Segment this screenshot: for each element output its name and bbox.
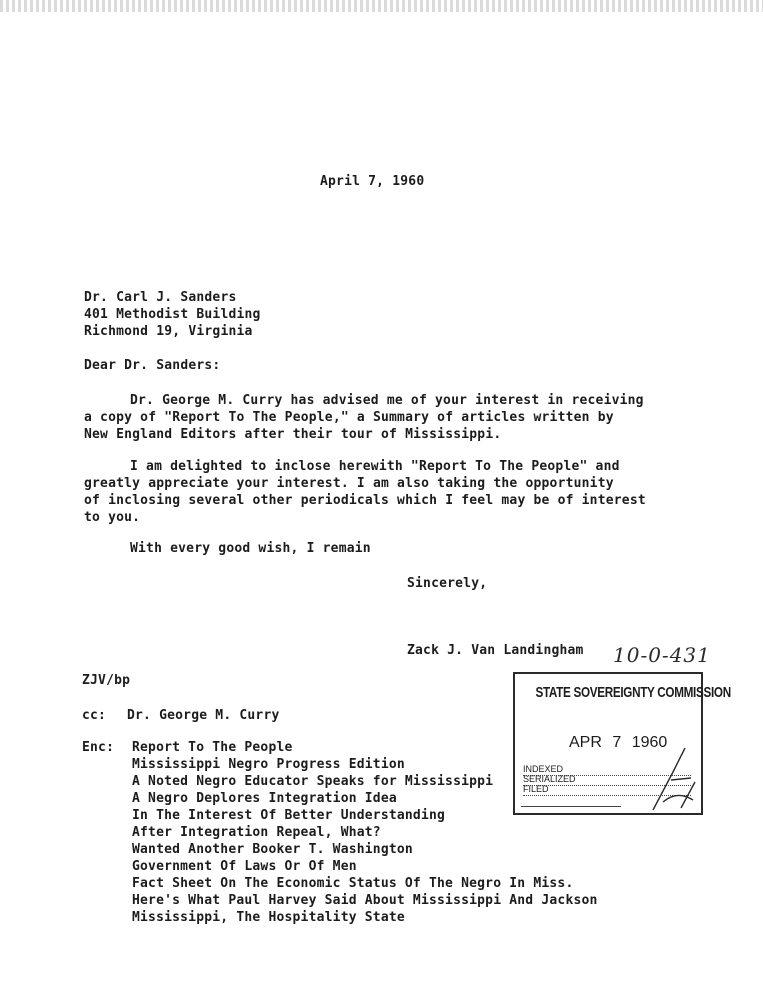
enclosures-label: Enc: <box>82 740 115 755</box>
recipient-street: 401 Methodist Building <box>84 307 261 322</box>
enclosure-item: Mississippi Negro Progress Edition <box>132 757 405 772</box>
stamp-field-indexed: INDEXED <box>523 764 691 776</box>
closing: Sincerely, <box>407 576 488 591</box>
body-line: Dr. George M. Curry has advised me of your interest in receiving <box>130 393 644 408</box>
body-line: of inclosing several other periodicals which I feel may be of interest <box>84 493 646 508</box>
body-line: I am delighted to inclose herewith "Report To The People" and <box>130 459 620 474</box>
stamp-field-serialized: SERIALIZED <box>523 774 691 786</box>
commission-received-stamp <box>513 672 731 815</box>
stamp-field-filed: FILED <box>523 784 691 796</box>
enclosure-item: Mississippi, The Hospitality State <box>132 910 405 925</box>
enclosure-item: After Integration Repeal, What? <box>132 825 381 840</box>
stamp-title: STATE SOVEREIGNTY COMMISSION <box>535 684 731 701</box>
enclosure-item: A Noted Negro Educator Speaks for Mississippi <box>132 774 494 789</box>
body-paragraph-3: With every good wish, I remain <box>130 541 371 556</box>
enclosure-item: Report To The People <box>132 740 293 755</box>
body-line: to you. <box>84 510 141 525</box>
stamp-rule <box>521 806 621 807</box>
body-line: New England Editors after their tour of Mississippi. <box>84 427 502 442</box>
recipient-city: Richmond 19, Virginia <box>84 324 253 339</box>
cc-name: Dr. George M. Curry <box>127 708 280 723</box>
enclosure-item: Government Of Laws Or Of Men <box>132 859 357 874</box>
handwritten-initials-mark <box>643 742 703 814</box>
scanned-top-edge <box>0 0 763 12</box>
enclosure-item: In The Interest Of Better Understanding <box>132 808 446 823</box>
letter-date: April 7, 1960 <box>320 174 425 189</box>
cc-label: cc: <box>82 708 107 723</box>
enclosure-item: A Negro Deplores Integration Idea <box>132 791 397 806</box>
stamp-date: APR 7 1960 <box>569 734 668 751</box>
recipient-name: Dr. Carl J. Sanders <box>84 290 237 305</box>
body-line: greatly appreciate your interest. I am also taking the opportunity <box>84 476 614 491</box>
typist-initials: ZJV/bp <box>82 673 131 688</box>
enclosure-item: Wanted Another Booker T. Washington <box>132 842 413 857</box>
enclosure-item: Here's What Paul Harvey Said About Mississippi And Jackson <box>132 893 598 908</box>
handwritten-file-number: 10-0-431 <box>613 643 711 667</box>
enclosure-item: Fact Sheet On The Economic Status Of The Negro In Miss. <box>132 876 574 891</box>
salutation: Dear Dr. Sanders: <box>84 358 221 373</box>
signature-name: Zack J. Van Landingham <box>407 643 584 658</box>
body-line: a copy of "Report To The People," a Summary of articles written by <box>84 410 614 425</box>
